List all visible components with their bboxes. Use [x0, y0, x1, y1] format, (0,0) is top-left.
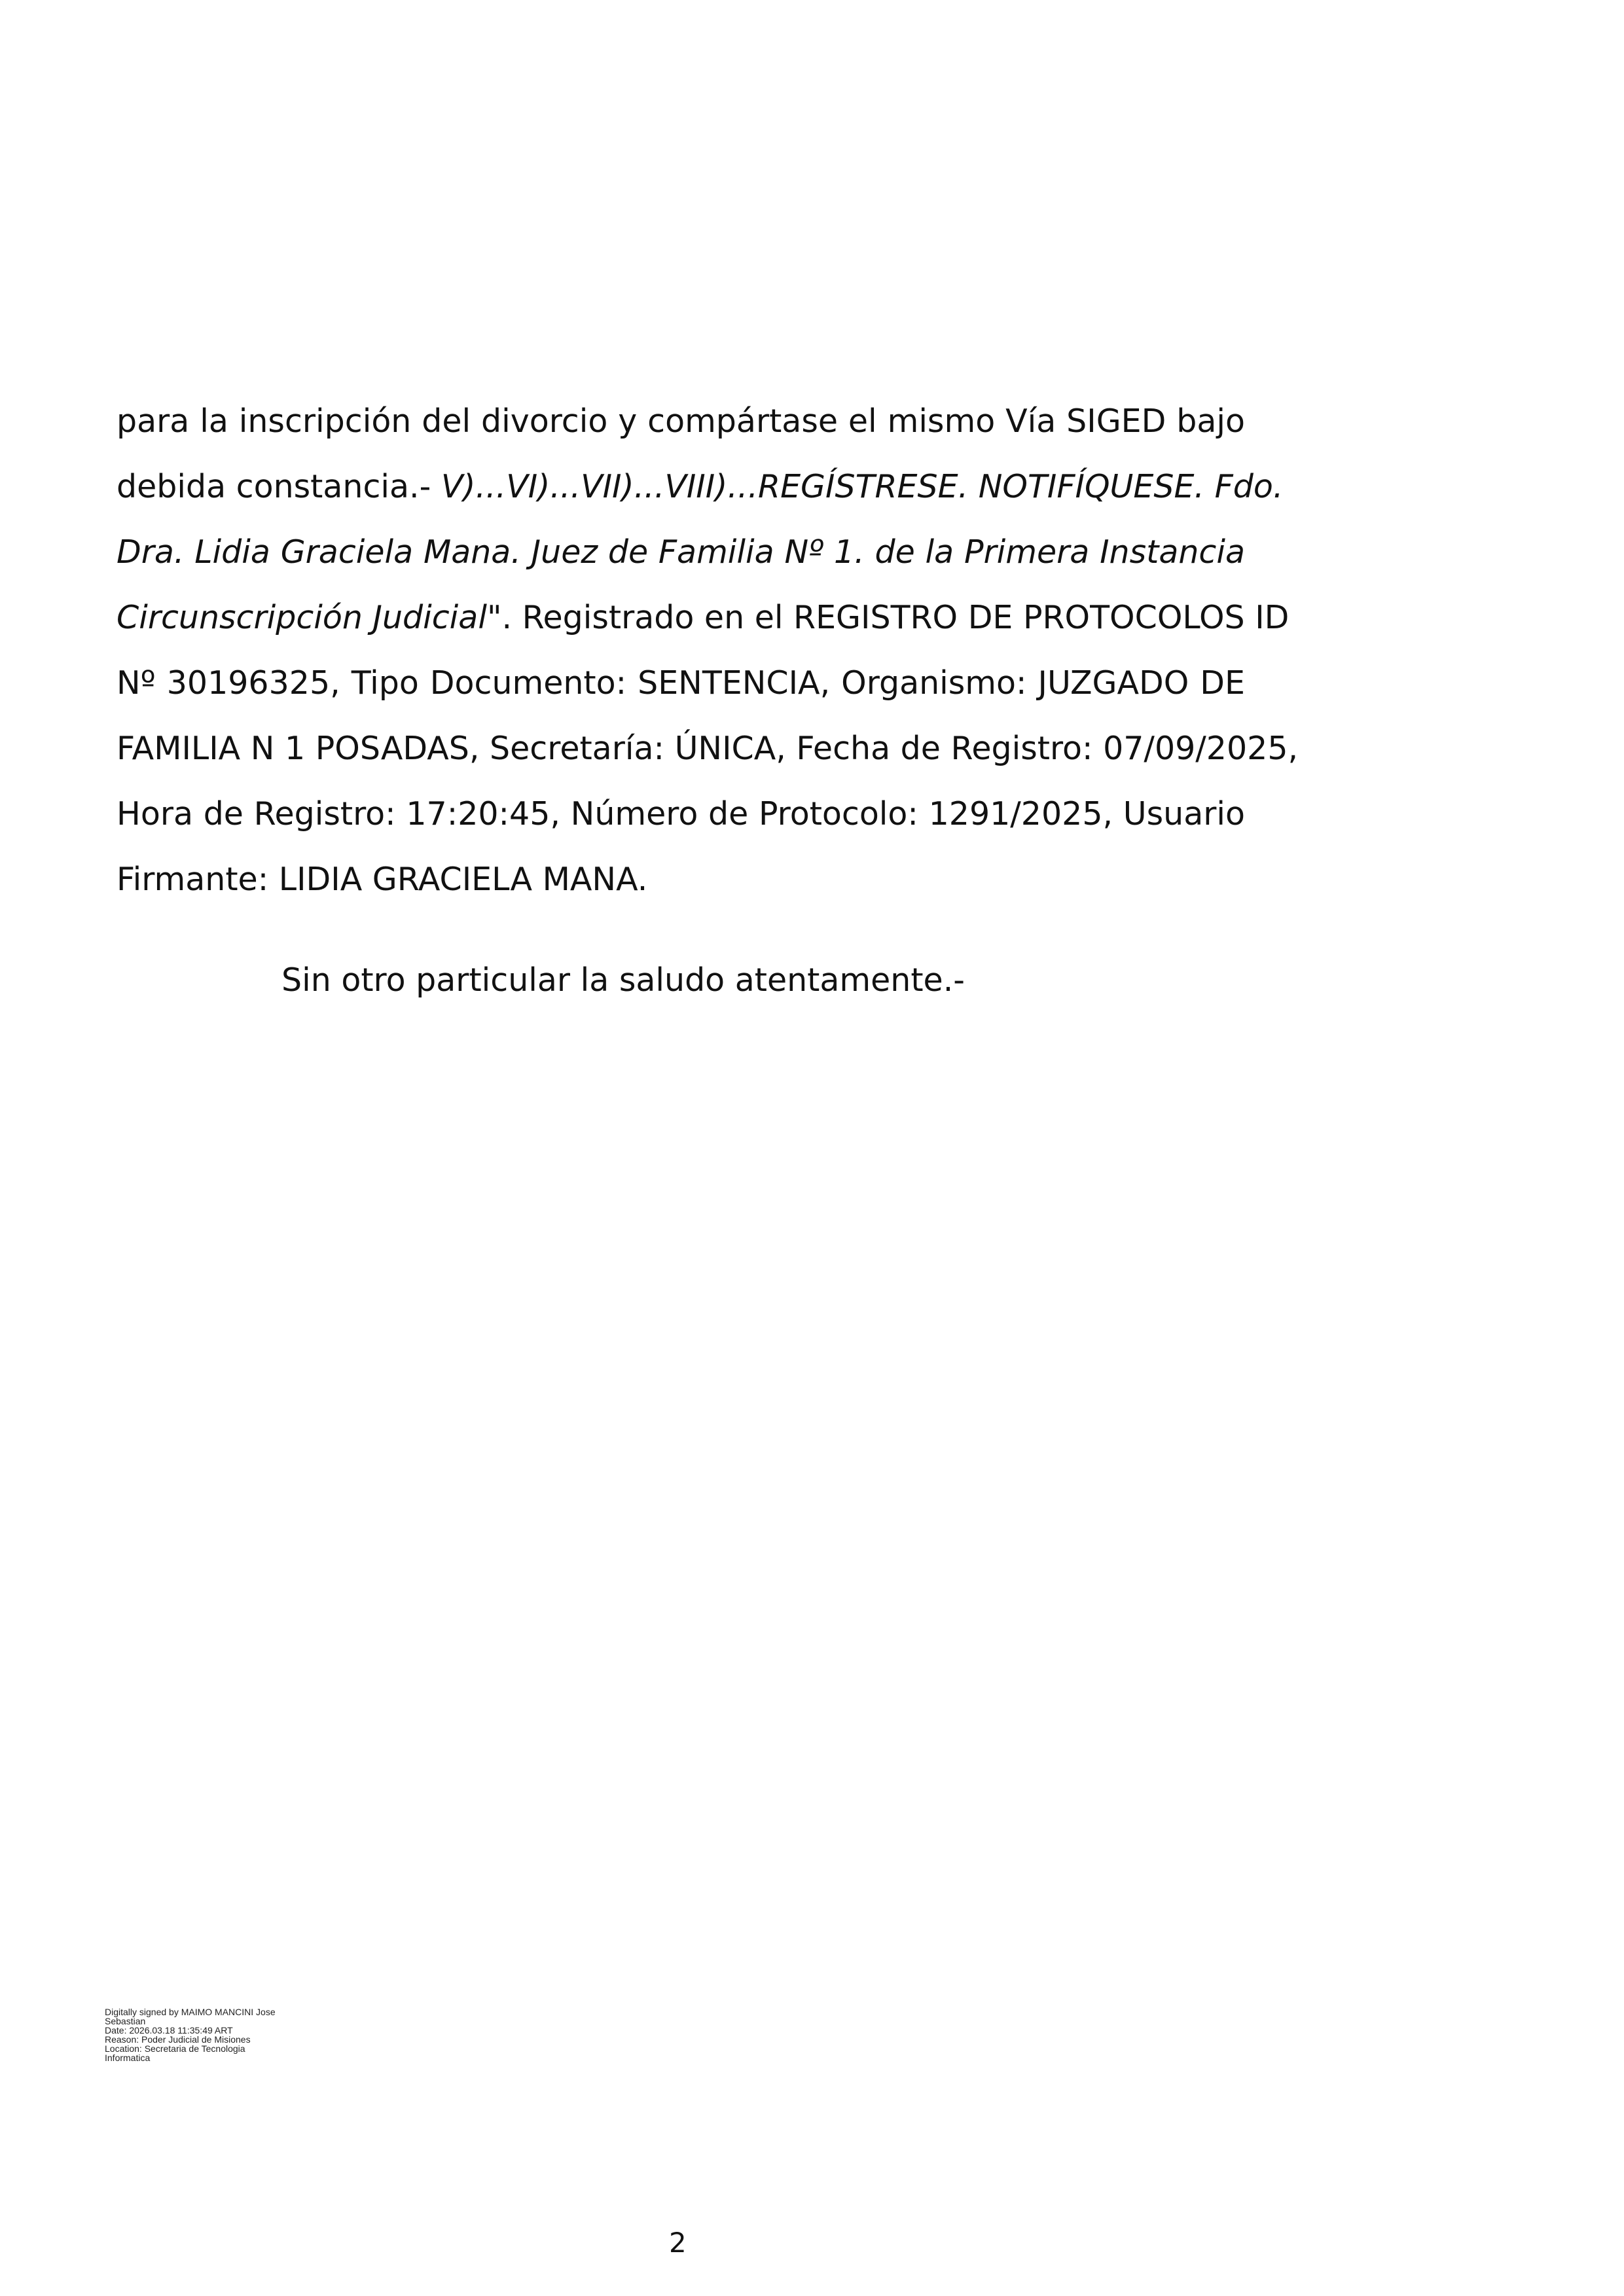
text-run: Firmante: LIDIA GRACIELA MANA.: [117, 861, 648, 898]
paragraph-line-6: [117, 729, 1299, 768]
signature-line: Sebastian: [105, 2016, 146, 2026]
paragraph-line-8: [117, 860, 1245, 899]
signature-line: Location: Secretaria de Tecnologia: [105, 2043, 245, 2054]
italic-text-run: Circunscripción Judicial: [117, 599, 487, 636]
text-run: para la inscripción del divorcio y compártase el mismo Vía SIGED bajo: [117, 403, 1245, 440]
closing-line: Sin otro particular la saludo atentamente.-: [281, 961, 965, 999]
signature-line: Informatica: [105, 2053, 151, 2063]
signature-line: Date: 2026.03.18 11:35:49 ART: [105, 2025, 233, 2036]
page-number: 2: [669, 2227, 687, 2259]
paragraph-line-2: [117, 467, 1284, 507]
paragraph-line-7: [117, 795, 1245, 834]
paragraph-line-3: [117, 533, 1245, 572]
text-run: debida constancia.-: [117, 468, 441, 505]
text-run: Hora de Registro: 17:20:45, Número de Protocolo: 1291/2025, Usuario: [117, 795, 1245, 833]
paragraph-line-4: [117, 598, 1290, 637]
italic-text-run: Dra. Lidia Graciela Mana. Juez de Familia Nº 1. de la Primera Instancia: [117, 533, 1245, 571]
text-run: FAMILIA N 1 POSADAS, Secretaría: ÚNICA, Fecha de Registro: 07/09/2025,: [117, 730, 1299, 767]
signature-line: Reason: Poder Judicial de Misiones: [105, 2034, 251, 2045]
paragraph-line-5: [117, 664, 1245, 703]
italic-text-run: V)...VI)...VII)...VIII)...REGÍSTRESE. NOTIFÍQUESE. Fdo.: [441, 468, 1284, 505]
text-run: ". Registrado en el REGISTRO DE PROTOCOLOS ID: [486, 599, 1290, 636]
digital-signature-block: [105, 2007, 340, 2062]
paragraph-line-1: [117, 402, 1245, 441]
signature-line: Digitally signed by MAIMO MANCINI Jose: [105, 2007, 276, 2017]
text-run: Nº 30196325, Tipo Documento: SENTENCIA, Organismo: JUZGADO DE: [117, 664, 1245, 702]
